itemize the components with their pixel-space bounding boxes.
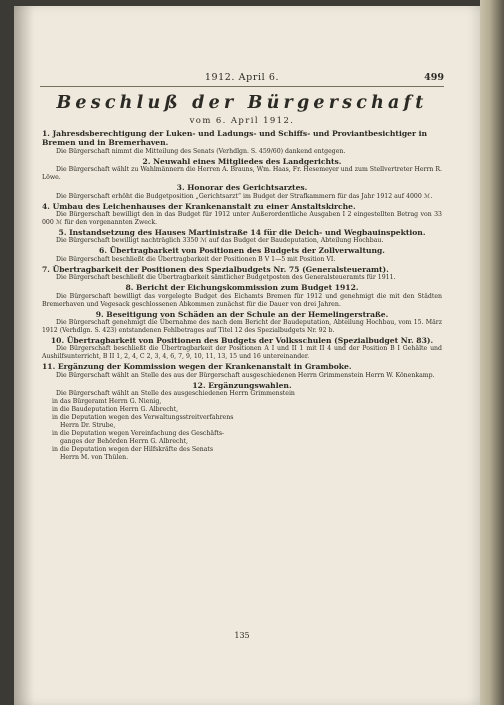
item-heading: 6. Übertragbarkeit von Positionen des Budgets der Zollverwaltung.	[99, 246, 385, 256]
item-heading: 11. Ergänzung der Kommission wegen der Krankenanstalt in Gramboke.	[42, 362, 352, 372]
item-heading: 12. Ergänzungswahlen.	[192, 380, 292, 390]
header-rule	[40, 86, 444, 87]
item-paragraph: Die Bürgerschaft beschließt die Übertragbarkeit der Positionen B V 1—5 mit Position VI.	[56, 255, 336, 263]
list-item: in die Deputation wegen der Hilfskräfte des Senats	[52, 446, 214, 454]
item-paragraph: Die Bürgerschaft wählt an Stelle des aus der Bürgerschaft ausgeschiedenen Herrn Grimmenstein Herrn W. Könenkamp.	[56, 371, 435, 379]
document-title: Beschluß der Bürgerschaft	[56, 93, 428, 113]
page-edge	[480, 0, 504, 705]
item-heading: 10. Übertragbarkeit von Positionen des Budgets der Volksschulen (Spezialbudget Nr. 83).	[50, 336, 434, 346]
list-item: in die Baudeputation Herrn G. Albrecht,	[52, 406, 179, 414]
item-heading: 4. Umbau des Leichenhauses der Krankenanstalt zu einer Anstaltskirche.	[42, 201, 356, 211]
item-paragraph: Die Bürgerschaft genehmigt die Übernahme des nach dem Bericht der Baudeputation, Abteilung Hochbau, vom 15. März 1912 (Verhdlgn. S. 423) entstandenen Fehlbetrages auf Titel 12 des Spezialbudgets Nr. 92 b.	[42, 319, 442, 335]
list-item: in das Bürgeramt Herrn G. Nienig,	[52, 398, 162, 406]
item-heading: 7. Übertragbarkeit der Positionen des Spezialbudgets Nr. 75 (Generalsteueramt).	[42, 264, 389, 274]
item-paragraph: Die Bürgerschaft bewilligt das vorgelegte Budget des Eichamts Bremen für 1912 und genehmigt die mit den Städten Bremerhaven und Vegesack geschlossenen Abkommen zunächst für die Dauer von drei Jahren.	[42, 292, 442, 308]
item-paragraph: Die Bürgerschaft nimmt die Mitteilung des Senats (Verhdlgn. S. 459/60) dankend entgegen.	[56, 147, 346, 155]
item-heading: 9. Beseitigung von Schäden an der Schule an der Hemelingerstraße.	[95, 309, 389, 319]
item-paragraph: Die Bürgerschaft erhöht die Budgetposition „Gerichtsarzt“ im Budget der Strafkammern für das Jahr 1912 auf 4000 ℳ.	[56, 192, 433, 200]
item-heading: 2. Neuwahl eines Mitgliedes des Landgerichts.	[142, 156, 342, 166]
running-title: 1912. April 6.	[204, 72, 280, 83]
list-item: in die Deputation wegen des Verwaltungsstreitverfahrens	[52, 414, 234, 422]
item-paragraph: Die Bürgerschaft beschließt die Übertragbarkeit sämtlicher Budgetposten des Generalsteueramts für 1911.	[56, 274, 396, 282]
item-paragraph: Die Bürgerschaft bewilligt den in das Budget für 1912 unter Außerordentliche Ausgaben I 2 eingestellten Betrag von 33 000 ℳ für den vorgenannten Zweck.	[42, 211, 442, 227]
spine-shadow	[14, 6, 34, 705]
list-item: ganges der Behörden Herrn G. Albrecht,	[60, 438, 188, 446]
item-paragraph: Die Bürgerschaft wählt zu Wahlmännern die Herren A. Brauns, Wm. Haas, Fr. Hesemeyer und zum Stellvertreter Herrn R. Löwe.	[42, 166, 442, 182]
item-paragraph: Die Bürgerschaft beschließt die Übertragbarkeit der Positionen A I und II 1 mit II 4 und der Position B I Gehälte und Aushilfsunterricht, B II 1, 2, 4, C 2, 3, 4, 6, 7, 9, 10, 11, 13, 15 und 16 untereinander.	[42, 345, 442, 361]
page-number: 499	[424, 72, 444, 83]
item-heading: 8. Bericht der Eichungskommission zum Budget 1912.	[125, 283, 359, 293]
item-heading: 1. Jahresdsberechtigung der Luken- und Ladungs- und Schiffs- und Proviantbesichtiger in Bremen und in Bremerhaven.	[42, 129, 428, 148]
document-date: vom 6. April 1912.	[189, 116, 295, 126]
list-item: Herrn Dr. Strube,	[60, 422, 116, 430]
list-item: in die Deputation wegen Vereinfachung des Geschäfts-	[52, 430, 225, 438]
signature-mark: 135	[234, 631, 250, 640]
item-heading: 3. Honorar des Gerichtsarztes.	[176, 183, 308, 193]
list-item: Herrn M. von Thülen.	[60, 454, 129, 462]
item-paragraph: Die Bürgerschaft wählt an Stelle des ausgeschiedenen Herrn Grimmenstein	[56, 390, 295, 398]
item-paragraph: Die Bürgerschaft bewilligt nachträglich 3350 ℳ auf das Budget der Baudeputation, Abteilung Hochbau.	[56, 237, 384, 245]
document-body	[42, 128, 442, 462]
item-heading: 5. Instandsetzung des Hauses Martinistraße 14 für die Deich- und Wegbauinspektion.	[58, 228, 426, 238]
